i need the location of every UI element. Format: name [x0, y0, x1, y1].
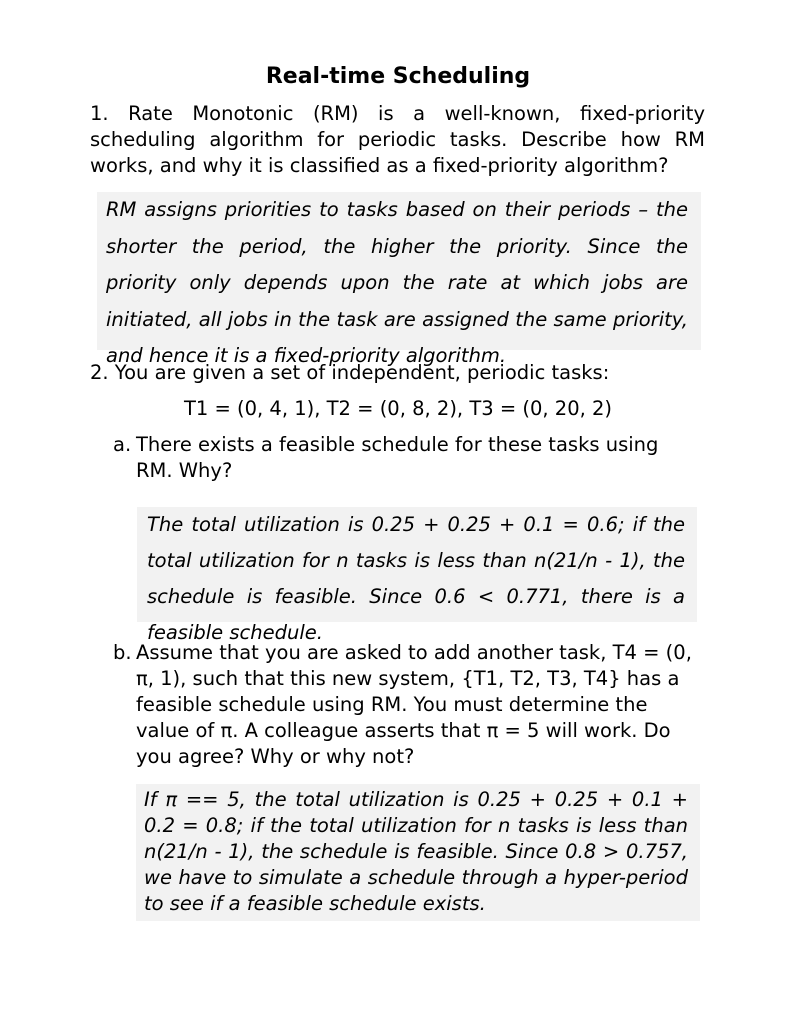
page-title: Real-time Scheduling — [265, 64, 531, 89]
question-2a-text: There exists a feasible schedule for these tasks using RM. Why? — [136, 433, 659, 482]
answer-2b-box — [136, 784, 700, 921]
answer-1-text: RM assigns priorities to tasks based on their periods – the shorter the period, the higher the priority. Since the priority only depends upon the rate at which jobs are initiated, all jobs in the task are assigned the same priority, and hence it is a fixed-priority algorithm. — [106, 198, 688, 367]
answer-1-box — [97, 192, 701, 367]
answer-2a-box — [137, 507, 697, 644]
question-2: 2. You are given a set of independent, periodic tasks: — [90, 361, 610, 384]
question-2b-marker: b. — [113, 641, 132, 664]
question-1: 1. Rate Monotonic (RM) is a well-known, fixed-priority scheduling algorithm for periodic tasks. Describe how RM works, and why it is classified as a fixed-priority algorithm? — [90, 102, 705, 177]
question-2b-text: Assume that you are asked to add another task, T4 = (0, π, 1), such that this new system, {T1, T2, T3, T4} has a feasible schedule using RM. You must determine the value of π. A colleague asserts that π = 5 will work. Do you agree? Why or why not? — [136, 641, 692, 768]
answer-2a-text: The total utilization is 0.25 + 0.25 + 0.1 = 0.6; if the total utilization for n tasks is less than n(21/n - 1), the schedule is feasible. Since 0.6 < 0.771, there is a feasible schedule. — [147, 513, 685, 644]
answer-2b-text: If π == 5, the total utilization is 0.25 + 0.25 + 0.1 + 0.2 = 0.8; if the total utilization for n tasks is less than n(21/n - 1), the schedule is feasible. Since 0.8 > 0.757, we have to simulate a schedule through a hyper-period to see if a feasible schedule exists. — [144, 788, 688, 915]
task-set: T1 = (0, 4, 1), T2 = (0, 8, 2), T3 = (0, 20, 2) — [183, 397, 613, 420]
question-2a-marker: a. — [113, 433, 132, 456]
